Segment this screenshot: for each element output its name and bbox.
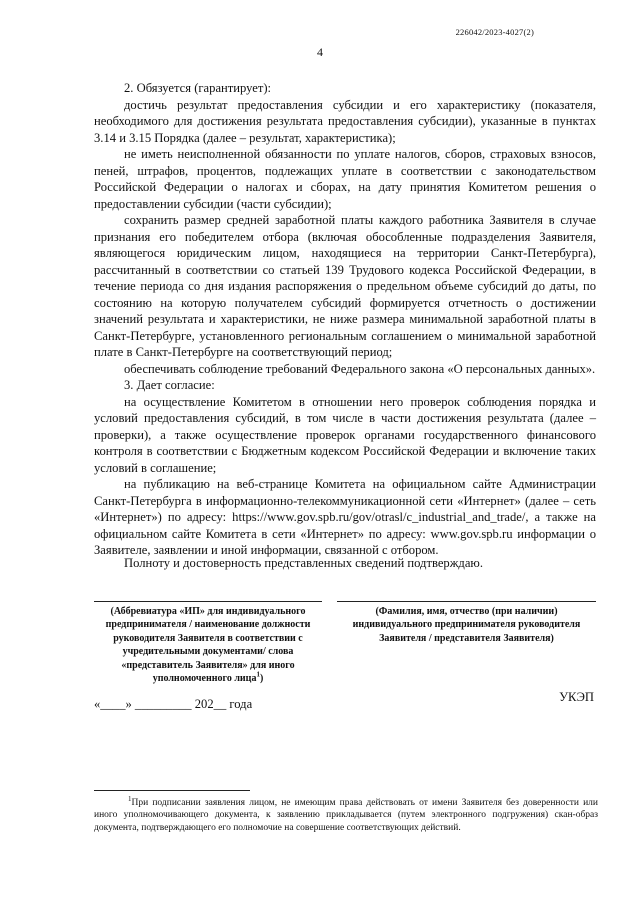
footnote-text: При подписании заявления лицом, не имеющим права действовать от имени Заявителя без доверенности или иного уполномочивающего документа, к заявлению прикладывается (путем электронного подгружения) скан-образ документа, подтверждающего его полномочие на совершение соответствующих действий. xyxy=(94,798,598,833)
signature-line-name xyxy=(337,601,596,602)
paragraph-achieve-result: достичь результат предоставления субсидии и его характеристику (показателя, необходимого для достижения результата предоставления субсидии), указанные в пунктах 3.14 и 3.15 Порядка (далее – результат, характеристика); xyxy=(94,97,596,145)
document-body xyxy=(94,80,596,559)
paragraph-keep-salary: сохранить размер средней заработной платы каждого работника Заявителя в случае признания его победителем отбора (включая обособленные подразделения Заявителя, являющегося юридическим лицом, находящиеся на территории Санкт-Петербурга), рассчитанный в соответствии со статьей 139 Трудового кодекса Российской Федерации, в течение периода со дня издания распоряжения о предельном объеме субсидий до даты, по состоянию на которую получателем субсидий формируется отчетность о достижении значений результата и характеристики, не ниже размера минимальной заработной платы в Санкт-Петербурге, установленного региональным соглашением о минимальной заработной плате в Санкт-Петербурге на соответствующий период; xyxy=(94,213,596,359)
footnote xyxy=(94,794,598,834)
document-number: 226042/2023-4027(2) xyxy=(455,27,534,37)
footnote-mark: 1 xyxy=(128,794,132,803)
paragraph-consent-inspections: на осуществление Комитетом в отношении него проверок соблюдения порядка и условий предоставления субсидий, в том числе в части достижения результата (далее – проверки), а также осуществление проверок органами государственного финансового контроля в соответствии с Бюджетным кодексом Российской Федерации и включение таких условий в соглашение; xyxy=(94,394,596,475)
signature-line-position xyxy=(94,601,322,602)
paragraph-no-tax-debt: не иметь неисполненной обязанности по уплате налогов, сборов, страховых взносов, пеней, штрафов, процентов, подлежащих уплате в соответствии с законодательством Российской Федерации о налогах и сборах, на дату принятия Комитетом решения о предоставлении субсидии (части субсидии); xyxy=(94,147,596,211)
paragraph-consent-heading: 3. Дает согласие: xyxy=(124,378,215,392)
signature-caption-name: (Фамилия, имя, отчество (при наличии) индивидуального предпринимателя руководителя Заявителя / представителя Заявителя) xyxy=(352,606,581,644)
ukep-label: УКЭП xyxy=(559,690,594,704)
caption-position-close: ) xyxy=(259,673,264,685)
paragraph-obligations-heading: 2. Обязуется (гарантирует): xyxy=(124,81,272,95)
footnote-reference: 1 xyxy=(256,670,260,679)
confirmation-statement: Полноту и достоверность представленных сведений подтверждаю. xyxy=(124,556,483,570)
paragraph-consent-publication: на публикацию на веб-странице Комитета на официальном сайте Администрации Санкт-Петербурга в информационно-телекоммуникационной сети «Интернет» (далее – сеть «Интернет») по адресу: https://www.gov.spb.ru/gov/otrasl/c_industrial_and_trade/, а также на официальном сайте Комитета в сети «Интернет» по адресу: www.gov.spb.ru информации о Заявителе, заявлении и иной информации, связанной с отбором. xyxy=(94,477,596,557)
date-line: «____» _________ 202__ года xyxy=(94,697,253,711)
page-number: 4 xyxy=(317,45,323,59)
footnote-separator xyxy=(94,790,250,791)
paragraph-personal-data: обеспечивать соблюдение требований Федерального закона «О персональных данных». xyxy=(124,361,596,376)
caption-position-text: (Аббревиатура «ИП» для индивидуального предпринимателя / наименование должности руководителя Заявителя в соответствии с учредительными документами/ слова «представитель Заявителя» для иного уполномоченного лица xyxy=(105,606,311,685)
signature-caption-position xyxy=(94,605,322,685)
